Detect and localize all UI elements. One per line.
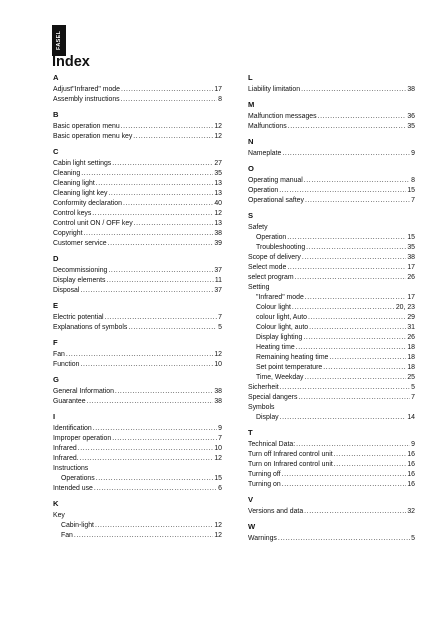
- entry-page-number: 12: [214, 455, 222, 462]
- entry-label: Symbols: [248, 404, 275, 411]
- entry-page-number: 27: [214, 160, 222, 167]
- section-letter: D: [53, 254, 59, 263]
- index-entry: [53, 424, 222, 434]
- entry-label: Basic operation menu: [53, 123, 120, 130]
- entry-page-number: 7: [411, 197, 415, 204]
- entry-page-number: 15: [214, 475, 222, 482]
- entry-label: Operation: [248, 187, 279, 194]
- entry-page-number: 10: [214, 361, 222, 368]
- index-entry: [248, 440, 415, 450]
- index-entry: [248, 112, 415, 122]
- entry-page-number: 9: [218, 425, 222, 432]
- dot-leader: [304, 507, 406, 517]
- entry-page-number: 31: [407, 324, 415, 331]
- entry-label: Control keys: [53, 210, 92, 217]
- index-entry: [53, 209, 222, 219]
- entry-page-number: 9: [411, 441, 415, 448]
- index-entry: [248, 480, 415, 490]
- section-letter: B: [53, 110, 59, 119]
- index-entry: [248, 293, 415, 303]
- entry-label: Safety: [248, 224, 268, 231]
- entry-label: Display: [256, 414, 279, 421]
- entry-label: Select mode: [248, 264, 287, 271]
- dot-leader: [96, 474, 214, 484]
- dot-leader: [121, 95, 218, 105]
- index-entry: [248, 413, 415, 423]
- index-entry: [248, 149, 415, 159]
- dot-leader: [295, 273, 407, 283]
- entry-page-number: 36: [407, 113, 415, 120]
- entry-label: Function: [53, 361, 80, 368]
- entry-page-number: 16: [407, 481, 415, 488]
- index-entry: [53, 484, 222, 494]
- entry-label: Explanations of symbols: [53, 324, 128, 331]
- dot-leader: [306, 243, 406, 253]
- dot-leader: [133, 132, 213, 142]
- dot-leader: [280, 413, 407, 423]
- dot-leader: [121, 85, 213, 95]
- entry-page-number: 7: [218, 435, 222, 442]
- entry-label: Guarantee: [53, 398, 86, 405]
- section-letter: G: [53, 375, 59, 384]
- page-title: Index: [52, 54, 90, 70]
- entry-label: Warnings: [248, 535, 277, 542]
- index-entry: [248, 343, 415, 353]
- entry-label: Display lighting: [256, 334, 303, 341]
- section-letter: O: [248, 164, 254, 173]
- index-entry: [53, 387, 222, 397]
- index-entry: [248, 122, 415, 132]
- entry-label: Turning on: [248, 481, 281, 488]
- dot-leader: [298, 393, 410, 403]
- entry-label: Technical Data:: [248, 441, 296, 448]
- dot-leader: [106, 276, 213, 286]
- entry-label: General Information: [53, 388, 114, 395]
- entry-label: "Infrared" mode: [256, 294, 304, 301]
- section-letter: I: [53, 412, 56, 421]
- entry-label: Customer service: [53, 240, 107, 247]
- dot-leader: [304, 176, 410, 186]
- entry-label: Copyright: [53, 230, 83, 237]
- entry-page-number: 8: [218, 96, 222, 103]
- dot-leader: [323, 363, 406, 373]
- entry-page-number: 9: [411, 150, 415, 157]
- index-entry: [248, 460, 415, 470]
- entry-page-number: 12: [214, 522, 222, 529]
- entry-page-number: 39: [214, 240, 222, 247]
- index-entry: [53, 323, 222, 333]
- dot-leader: [93, 424, 217, 434]
- section-letter: K: [53, 499, 59, 508]
- entry-page-number: 16: [407, 451, 415, 458]
- index-entry: [53, 189, 222, 199]
- entry-label: Fan: [61, 532, 73, 539]
- entry-label: Operations: [61, 475, 95, 482]
- dot-leader: [134, 219, 214, 229]
- entry-label: Special dangers: [248, 394, 298, 401]
- entry-label: colour light, Auto: [256, 314, 307, 321]
- entry-page-number: 18: [407, 364, 415, 371]
- entry-page-number: 15: [407, 234, 415, 241]
- dot-leader: [108, 239, 214, 249]
- dot-leader: [287, 263, 406, 273]
- dot-leader: [94, 484, 217, 494]
- entry-label: Cleaning light key: [53, 190, 108, 197]
- dot-leader: [308, 313, 406, 323]
- index-heading-entry: [248, 283, 415, 293]
- dot-leader: [66, 350, 213, 360]
- dot-leader: [334, 460, 407, 470]
- dot-leader: [80, 286, 213, 296]
- entry-page-number: 5: [218, 324, 222, 331]
- brand-name: FASEL: [56, 30, 62, 51]
- dot-leader: [329, 353, 406, 363]
- entry-page-number: 12: [214, 210, 222, 217]
- dot-leader: [112, 434, 217, 444]
- entry-label: Display elements: [53, 277, 106, 284]
- entry-page-number: 40: [214, 200, 222, 207]
- dot-leader: [292, 303, 395, 313]
- index-entry: [248, 470, 415, 480]
- index-entry: [53, 266, 222, 276]
- entry-page-number: 7: [218, 314, 222, 321]
- entry-label: Cabin-light: [61, 522, 94, 529]
- index-entry: [53, 159, 222, 169]
- index-entry: [248, 373, 415, 383]
- dot-leader: [92, 209, 213, 219]
- dot-leader: [115, 387, 213, 397]
- entry-label: Troubleshooting: [256, 244, 306, 251]
- dot-leader: [296, 343, 407, 353]
- dot-leader: [112, 159, 213, 169]
- entry-page-number: 7: [411, 394, 415, 401]
- index-entry: [53, 286, 222, 296]
- index-entry: [53, 521, 222, 531]
- index-entry: [53, 199, 222, 209]
- index-entry: [53, 360, 222, 370]
- entry-label: Improper operation: [53, 435, 112, 442]
- dot-leader: [87, 397, 214, 407]
- dot-leader: [121, 122, 214, 132]
- index-entry: [53, 397, 222, 407]
- entry-page-number: 38: [407, 86, 415, 93]
- dot-leader: [96, 179, 214, 189]
- entry-page-number: 15: [407, 187, 415, 194]
- index-entry: [248, 233, 415, 243]
- entry-page-number: 13: [214, 180, 222, 187]
- index-entry: [248, 393, 415, 403]
- index-entry: [248, 323, 415, 333]
- entry-page-number: 10: [214, 445, 222, 452]
- entry-label: Instructions: [53, 465, 89, 472]
- dot-leader: [309, 323, 406, 333]
- dot-leader: [282, 480, 407, 490]
- entry-label: Remaining heating time: [256, 354, 329, 361]
- entry-label: Disposal: [53, 287, 80, 294]
- entry-page-number: 32: [407, 508, 415, 515]
- entry-label: Basic operation menu key: [53, 133, 133, 140]
- index-entry: [248, 263, 415, 273]
- index-entry: [248, 85, 415, 95]
- dot-leader: [305, 196, 410, 206]
- index-entry: [248, 176, 415, 186]
- entry-label: Operation: [256, 234, 287, 241]
- entry-label: Heating time: [256, 344, 295, 351]
- entry-label: Cabin light settings: [53, 160, 112, 167]
- entry-page-number: 13: [214, 190, 222, 197]
- entry-label: Electric potential: [53, 314, 104, 321]
- dot-leader: [303, 333, 406, 343]
- entry-label: Sicherheit: [248, 384, 279, 391]
- dot-leader: [280, 383, 411, 393]
- entry-page-number: 12: [214, 123, 222, 130]
- entry-label: Liability limitation: [248, 86, 301, 93]
- section-letter: N: [248, 137, 254, 146]
- entry-label: Infrared: [53, 445, 77, 452]
- entry-page-number: 17: [407, 294, 415, 301]
- entry-label: Key: [53, 512, 65, 519]
- entry-label: Turn on Infrared control unit: [248, 461, 333, 468]
- entry-label: Operating manual: [248, 177, 303, 184]
- entry-label: select program: [248, 274, 294, 281]
- dot-leader: [80, 360, 213, 370]
- dot-leader: [304, 373, 406, 383]
- dot-leader: [302, 253, 406, 263]
- entry-label: Malfunctions: [248, 123, 287, 130]
- dot-leader: [108, 266, 213, 276]
- entry-label: Fan: [53, 351, 65, 358]
- index-entry: [248, 507, 415, 517]
- entry-label: Conformity declaration: [53, 200, 122, 207]
- index-column-left: [53, 72, 222, 541]
- entry-label: Cleaning: [53, 170, 81, 177]
- index-entry: [53, 239, 222, 249]
- dot-leader: [84, 229, 214, 239]
- entry-page-number: 16: [407, 471, 415, 478]
- index-heading-entry: [53, 511, 222, 521]
- section-letter: L: [248, 73, 253, 82]
- dot-leader: [279, 186, 406, 196]
- section-letter: W: [248, 522, 256, 531]
- index-entry: [53, 95, 222, 105]
- index-entry: [248, 363, 415, 373]
- index-entry: [53, 169, 222, 179]
- entry-page-number: 38: [214, 398, 222, 405]
- entry-page-number: 13: [214, 220, 222, 227]
- entry-page-number: 6: [218, 485, 222, 492]
- entry-label: Set point temperature: [256, 364, 323, 371]
- dot-leader: [301, 85, 406, 95]
- entry-page-number: 16: [407, 461, 415, 468]
- dot-leader: [108, 189, 213, 199]
- index-entry: [248, 333, 415, 343]
- entry-page-number: 38: [407, 254, 415, 261]
- index-entry: [53, 229, 222, 239]
- entry-page-number: 35: [407, 244, 415, 251]
- entry-label: Decommissioning: [53, 267, 108, 274]
- entry-page-number: 35: [214, 170, 222, 177]
- entry-page-number: 5: [411, 384, 415, 391]
- index-entry: [248, 303, 415, 313]
- section-letter: C: [53, 147, 59, 156]
- entry-label: Versions and data: [248, 508, 304, 515]
- entry-page-number: 12: [214, 133, 222, 140]
- entry-page-number: 25: [407, 374, 415, 381]
- index-entry: [53, 122, 222, 132]
- entry-label: Colour light, auto: [256, 324, 309, 331]
- entry-page-number: 26: [407, 334, 415, 341]
- entry-page-number: 37: [214, 267, 222, 274]
- dot-leader: [282, 470, 407, 480]
- entry-label: Assembly instructions: [53, 96, 120, 103]
- dot-leader: [105, 313, 218, 323]
- entry-label: Control unit ON / OFF key: [53, 220, 133, 227]
- dot-leader: [123, 199, 213, 209]
- entry-label: Setting: [248, 284, 270, 291]
- entry-page-number: 26: [407, 274, 415, 281]
- index-entry: [248, 383, 415, 393]
- index-entry: [248, 450, 415, 460]
- index-entry: [53, 454, 222, 464]
- entry-page-number: 37: [214, 287, 222, 294]
- index-entry: [248, 273, 415, 283]
- dot-leader: [278, 534, 410, 544]
- dot-leader: [74, 531, 213, 541]
- entry-label: Infrared.: [53, 455, 79, 462]
- section-letter: E: [53, 301, 59, 310]
- entry-page-number: 38: [214, 230, 222, 237]
- entry-page-number: 17: [214, 86, 222, 93]
- entry-page-number: 12: [214, 532, 222, 539]
- index-entry: [53, 179, 222, 189]
- section-letter: S: [248, 211, 254, 220]
- index-entry: [53, 85, 222, 95]
- entry-page-number: 12: [214, 351, 222, 358]
- dot-leader: [287, 233, 406, 243]
- index-entry: [248, 353, 415, 363]
- index-entry: [53, 132, 222, 142]
- entry-label: Scope of delivery: [248, 254, 301, 261]
- entry-label: Operational saftey: [248, 197, 304, 204]
- index-entry: [53, 474, 222, 484]
- section-letter: V: [248, 495, 254, 504]
- entry-label: Cleaning light: [53, 180, 95, 187]
- index-entry: [248, 186, 415, 196]
- entry-page-number: 38: [214, 388, 222, 395]
- index-heading-entry: [248, 223, 415, 233]
- dot-leader: [128, 323, 217, 333]
- dot-leader: [80, 454, 214, 464]
- section-letter: F: [53, 338, 58, 347]
- dot-leader: [78, 444, 214, 454]
- entry-page-number: 18: [407, 344, 415, 351]
- index-entry: [248, 313, 415, 323]
- index-entry: [248, 534, 415, 544]
- entry-page-number: 35: [407, 123, 415, 130]
- entry-page-number: 5: [411, 535, 415, 542]
- entry-label: Colour light: [256, 304, 291, 311]
- entry-label: Turning off: [248, 471, 281, 478]
- entry-page-number: 11: [214, 277, 222, 284]
- entry-page-number: 18: [407, 354, 415, 361]
- section-letter: A: [53, 73, 59, 82]
- entry-page-number: 29: [407, 314, 415, 321]
- dot-leader: [318, 112, 407, 122]
- dot-leader: [288, 122, 407, 132]
- entry-label: Malfunction messages: [248, 113, 317, 120]
- index-entry: [53, 350, 222, 360]
- entry-label: Intended use: [53, 485, 93, 492]
- dot-leader: [305, 293, 407, 303]
- entry-page-number: 17: [407, 264, 415, 271]
- entry-page-number: 20, 23: [395, 304, 415, 311]
- dot-leader: [296, 440, 410, 450]
- dot-leader: [81, 169, 213, 179]
- section-letter: M: [248, 100, 255, 109]
- dot-leader: [282, 149, 410, 159]
- entry-page-number: 14: [407, 414, 415, 421]
- entry-label: Identification: [53, 425, 92, 432]
- entry-page-number: 8: [411, 177, 415, 184]
- index-entry: [53, 434, 222, 444]
- index-entry: [53, 276, 222, 286]
- index-heading-entry: [53, 464, 222, 474]
- dot-leader: [334, 450, 407, 460]
- index-entry: [248, 253, 415, 263]
- index-entry: [248, 196, 415, 206]
- index-entry: [53, 531, 222, 541]
- entry-label: Adjust"Infrared" mode: [53, 86, 120, 93]
- index-heading-entry: [248, 403, 415, 413]
- dot-leader: [95, 521, 213, 531]
- entry-label: Time, Weekday: [256, 374, 304, 381]
- brand-logo: [52, 25, 66, 56]
- entry-label: Nameplate: [248, 150, 282, 157]
- index-entry: [53, 219, 222, 229]
- index-entry: [53, 444, 222, 454]
- entry-label: Turn off Infrared control unit: [248, 451, 333, 458]
- index-column-right: [248, 72, 415, 544]
- index-entry: [53, 313, 222, 323]
- section-letter: T: [248, 428, 253, 437]
- index-entry: [248, 243, 415, 253]
